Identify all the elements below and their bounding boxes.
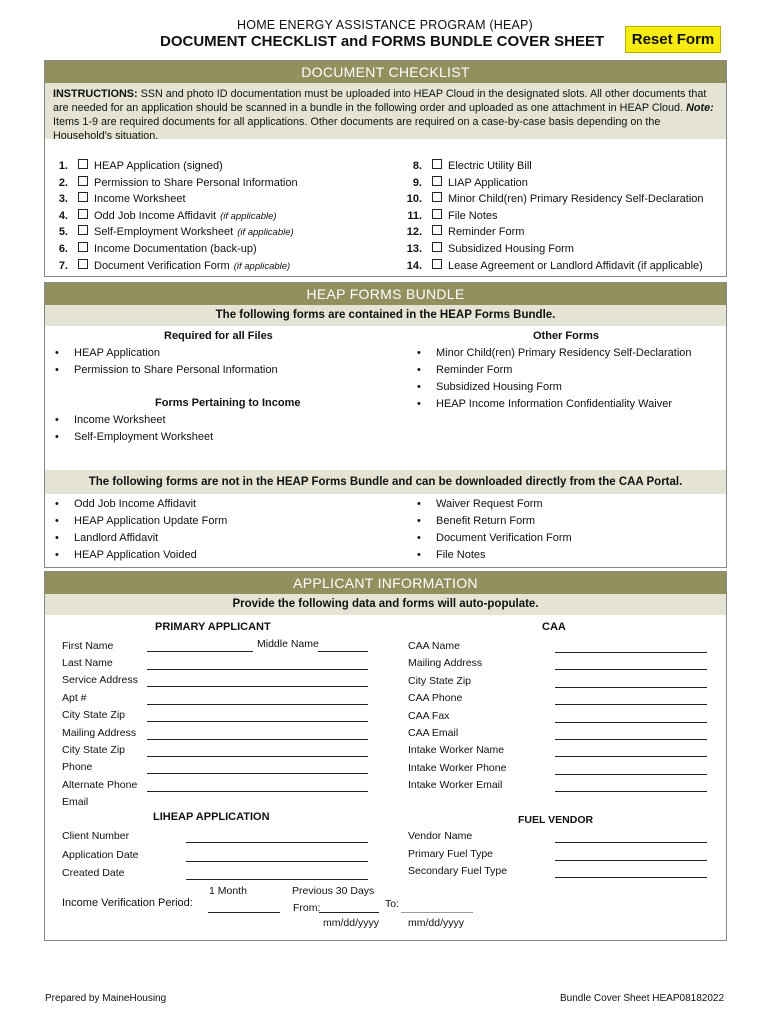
from-date-format: mm/dd/yyyy: [323, 917, 380, 929]
checklist-item-label: Electric Utility Bill: [448, 160, 532, 172]
checkbox-icon[interactable]: [78, 259, 88, 269]
checkbox-icon[interactable]: [432, 192, 442, 202]
list-item: • Reminder Form: [436, 364, 512, 376]
text-field[interactable]: [147, 791, 368, 792]
first-name-label: First Name: [62, 640, 114, 652]
field-label: Last Name: [62, 657, 113, 669]
text-field[interactable]: [555, 687, 707, 688]
income-verification-label: Income Verification Period:: [62, 897, 193, 909]
checklist-item-number: 4.: [58, 209, 68, 222]
caa-heading: CAA: [542, 621, 566, 633]
program-title: HOME ENERGY ASSISTANCE PROGRAM (HEAP): [237, 18, 533, 32]
checklist-item: [48, 189, 186, 207]
checklist-item-label: Odd Job Income Affidavit: [94, 209, 217, 222]
checklist-item-label: Income Documentation (back-up): [94, 243, 257, 255]
field-label: Phone: [62, 761, 93, 774]
previous-30-days-label: Previous 30 Days: [292, 885, 375, 897]
applicant-bar: APPLICANT INFORMATION: [45, 572, 726, 594]
list-item: • Odd Job Income Affidavit: [74, 498, 196, 510]
checklist-item: [400, 173, 528, 191]
field-label: Alternate Phone: [62, 778, 138, 791]
text-field[interactable]: [555, 860, 707, 861]
list-item: • HEAP Income Information Confidentiality Waiver: [436, 398, 672, 410]
note-label: Note:: [686, 102, 714, 114]
checklist-item-label: HEAP Application (signed): [94, 160, 223, 172]
list-item: • Minor Child(ren) Primary Residency Self-Declaration: [436, 347, 692, 359]
list-item: • Permission to Share Personal Information: [74, 364, 278, 376]
field-label: Client Number: [62, 830, 130, 842]
text-field[interactable]: [555, 877, 707, 878]
checkbox-icon[interactable]: [78, 242, 88, 252]
checkbox-icon[interactable]: [432, 159, 442, 169]
text-field[interactable]: [147, 739, 368, 740]
checklist-item-number: 9.: [412, 176, 422, 189]
text-field[interactable]: [555, 704, 707, 705]
field-label: Intake Worker Phone: [408, 761, 507, 774]
checklist-item-number: 13.: [406, 243, 422, 255]
checklist-item-number: 7.: [58, 259, 68, 272]
checklist-item: [48, 206, 277, 224]
checklist-item: [48, 222, 294, 240]
reset-form-button[interactable]: Reset Form: [625, 26, 721, 53]
required-heading: Required for all Files: [164, 330, 273, 342]
text-field[interactable]: [555, 652, 707, 653]
checklist-item-label: Lease Agreement or Landlord Affidavit (if applicable): [448, 259, 703, 272]
field-label: Created Date: [62, 867, 125, 879]
list-item: • File Notes: [436, 549, 486, 561]
text-field[interactable]: [555, 842, 707, 843]
field-label: Service Address: [62, 674, 138, 687]
from-date-field[interactable]: [319, 912, 379, 913]
checklist-item-number: 3.: [58, 193, 68, 206]
checkbox-icon[interactable]: [432, 259, 442, 269]
field-label: Vendor Name: [408, 830, 473, 842]
field-label: City State Zip: [62, 744, 126, 756]
checklist-item-number: 14.: [406, 259, 422, 272]
checkbox-icon[interactable]: [432, 209, 442, 219]
checklist-item: [400, 222, 524, 240]
checklist-item-label: Subsidized Housing Form: [448, 243, 574, 255]
field-label: CAA Fax: [408, 709, 450, 722]
bundle-bar: HEAP FORMS BUNDLE: [45, 283, 726, 305]
list-item: • HEAP Application: [74, 347, 160, 359]
list-item: • Document Verification Form: [436, 532, 572, 544]
first-name-field[interactable]: [147, 651, 253, 652]
text-field[interactable]: [186, 842, 368, 843]
checklist-item-number: 8.: [412, 160, 422, 172]
checkbox-icon[interactable]: [78, 159, 88, 169]
checklist-item: [400, 206, 498, 224]
field-label: Secondary Fuel Type: [408, 865, 508, 877]
checkbox-icon[interactable]: [432, 225, 442, 235]
field-label: Intake Worker Name: [408, 744, 505, 757]
field-label: City State Zip: [62, 709, 126, 722]
checklist-item-number: 5.: [58, 226, 68, 239]
bundle-intro: The following forms are contained in the HEAP Forms Bundle.: [45, 305, 726, 326]
checkbox-icon[interactable]: [78, 225, 88, 235]
checkbox-icon[interactable]: [78, 209, 88, 219]
list-item: • HEAP Application Voided: [74, 549, 197, 561]
footer-prepared-by: Prepared by MaineHousing: [45, 993, 167, 1004]
other-heading: Other Forms: [533, 330, 600, 342]
instructions-text: SSN and photo ID documentation must be uploaded into HEAP Cloud in the designated slots. All other documents that are needed for an application should be scanned in a bundle in the following order and uploaded as one attachment in HEAP Cloud.: [53, 88, 707, 114]
checklist-item: [48, 256, 290, 274]
from-label: From:: [293, 902, 321, 914]
instructions-label: INSTRUCTIONS:: [53, 88, 138, 100]
text-field[interactable]: [147, 686, 368, 687]
middle-name-label: Middle Name: [257, 638, 319, 650]
field-label: CAA Phone: [408, 692, 463, 705]
list-item: • Benefit Return Form: [436, 515, 535, 527]
text-field[interactable]: [186, 861, 368, 862]
list-item: • Income Worksheet: [74, 414, 166, 426]
not-in-bundle-heading: The following forms are not in the HEAP Forms Bundle and can be downloaded directly from the CAA Portal.: [45, 470, 726, 494]
checklist-item: [400, 239, 574, 257]
primary-applicant-heading: PRIMARY APPLICANT: [155, 621, 271, 633]
checklist-item-label: Minor Child(ren) Primary Residency Self-Declaration: [448, 193, 704, 206]
checklist-item-number: 11.: [407, 209, 422, 222]
field-label: Mailing Address: [408, 657, 483, 670]
checklist-item: [48, 239, 257, 257]
checklist-item-label: File Notes: [448, 209, 498, 222]
checklist-item-number: 6.: [58, 243, 68, 255]
text-field[interactable]: [147, 756, 368, 757]
checkbox-icon[interactable]: [78, 192, 88, 202]
checklist-item-label: Document Verification Form: [94, 259, 230, 272]
checklist-item-number: 2.: [58, 176, 68, 189]
text-field[interactable]: [147, 669, 368, 670]
list-item: • Self-Employment Worksheet: [74, 431, 213, 443]
field-label: Application Date: [62, 848, 139, 861]
field-label: CAA Email: [408, 727, 459, 739]
text-field[interactable]: [147, 773, 368, 774]
checklist-item-number: 10.: [406, 193, 422, 206]
text-field[interactable]: [147, 721, 368, 722]
to-date-format: mm/dd/yyyy: [408, 917, 465, 929]
applicant-intro: Provide the following data and forms will auto-populate.: [45, 594, 726, 615]
page-title: DOCUMENT CHECKLIST and FORMS BUNDLE COVER SHEET: [160, 33, 605, 50]
list-item: • Waiver Request Form: [436, 498, 543, 510]
field-label: Intake Worker Email: [408, 779, 503, 792]
checklist-item-number: 1.: [58, 160, 68, 172]
list-item: • Subsidized Housing Form: [436, 381, 562, 393]
checklist-item: [400, 189, 704, 207]
text-field[interactable]: [555, 739, 707, 740]
to-date-field[interactable]: [401, 912, 473, 913]
checklist-item-label: Reminder Form: [448, 226, 525, 239]
checklist-item-label: Permission to Share Personal Information: [94, 176, 298, 189]
checklist-bar: DOCUMENT CHECKLIST: [45, 61, 726, 83]
field-label: Apt #: [62, 691, 87, 704]
list-item: • Landlord Affidavit: [74, 532, 158, 544]
middle-name-field[interactable]: [318, 651, 368, 652]
text-field[interactable]: [555, 669, 707, 670]
footer-form-id: Bundle Cover Sheet HEAP08182022: [560, 993, 725, 1004]
field-label: Primary Fuel Type: [408, 847, 493, 860]
list-item: • HEAP Application Update Form: [74, 515, 227, 527]
income-heading: Forms Pertaining to Income: [155, 397, 301, 409]
checklist-item-label: LIAP Application: [448, 176, 528, 189]
text-field[interactable]: [555, 774, 707, 775]
fuel-vendor-heading: FUEL VENDOR: [518, 814, 594, 826]
checkbox-icon[interactable]: [432, 176, 442, 186]
checkbox-icon[interactable]: [78, 176, 88, 186]
checklist-item: [48, 156, 223, 174]
instructions-note: Items 1-9 are required documents for all applications. Other documents are required on a case-by-case basis depending on the Household's situation.: [53, 116, 661, 142]
field-label: Mailing Address: [62, 726, 137, 739]
checklist-item-number: 12.: [406, 226, 422, 239]
checklist-item-note: (if applicable): [220, 210, 277, 222]
field-label: Email: [62, 796, 89, 809]
text-field[interactable]: [555, 722, 707, 723]
checklist-item: [48, 173, 298, 191]
text-field[interactable]: [555, 756, 707, 757]
checklist-item: [400, 256, 703, 274]
checklist-item-note: (if applicable): [233, 260, 291, 272]
text-field[interactable]: [555, 791, 707, 792]
checklist-item: [400, 156, 532, 174]
field-label: City State Zip: [408, 674, 472, 687]
text-field[interactable]: [147, 704, 368, 705]
checklist-item-label: Income Worksheet: [94, 193, 186, 206]
to-label: To:: [385, 898, 400, 910]
liheap-heading: LIHEAP APPLICATION: [153, 811, 270, 823]
checklist-item-note: (if applicable): [237, 227, 294, 239]
checklist-item-label: Self-Employment Worksheet: [94, 226, 234, 239]
one-month-field[interactable]: [208, 912, 280, 913]
checkbox-icon[interactable]: [432, 242, 442, 252]
field-label: CAA Name: [408, 640, 460, 652]
instructions: [45, 83, 726, 142]
one-month-label: 1 Month: [209, 885, 247, 897]
text-field[interactable]: [186, 879, 368, 880]
